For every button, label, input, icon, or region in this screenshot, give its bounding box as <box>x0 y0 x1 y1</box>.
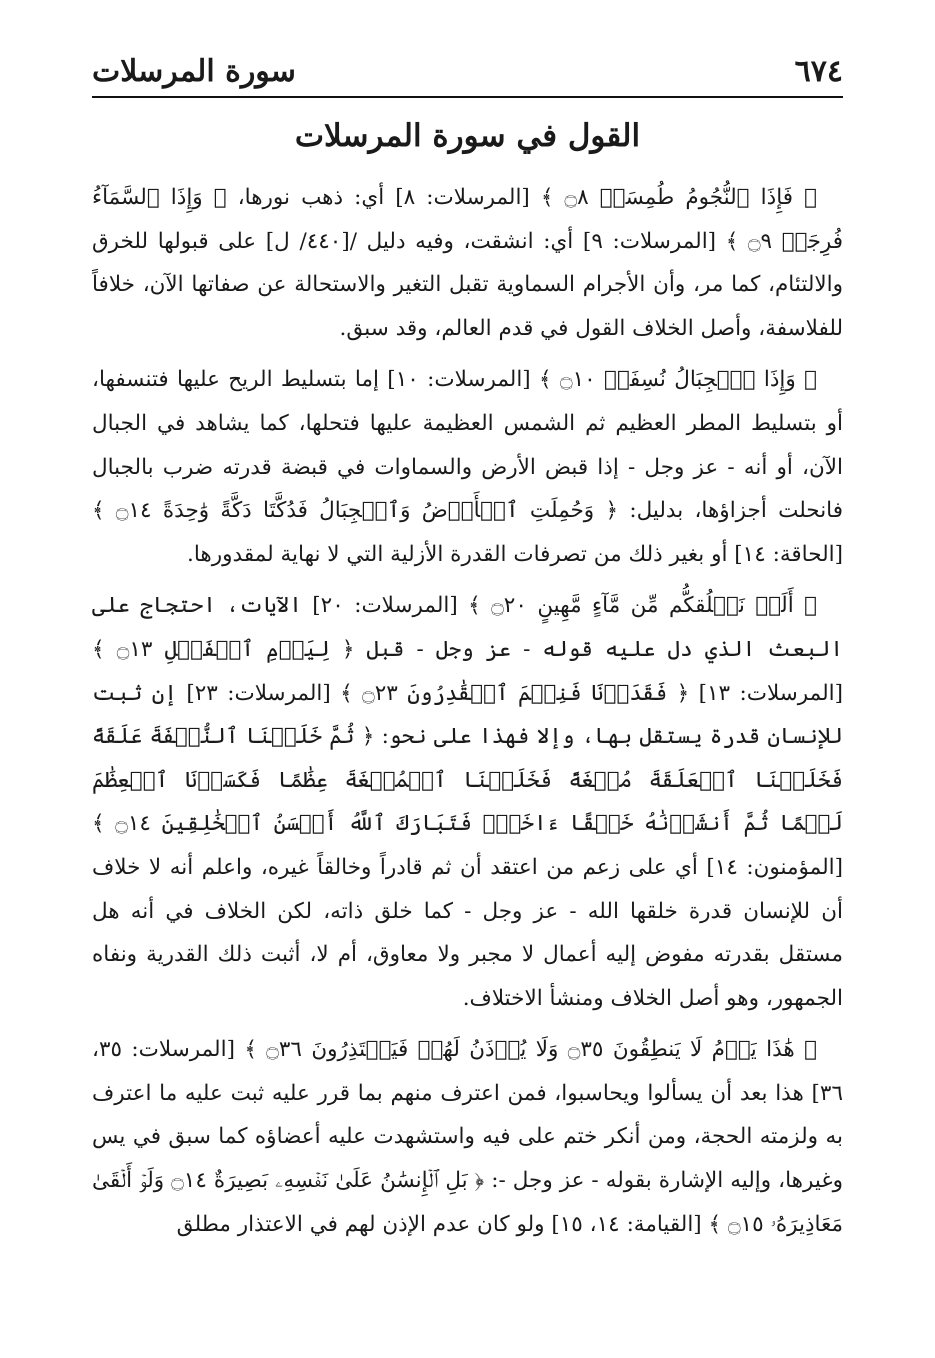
paragraph: ﴿ أَلَمۡ نَخۡلُقكُّم مِّن مَّآءٍ مَّهِينٍ ۝٢٠ ﴾ [المرسلات: ٢٠] الآيات، احتجاج على البعث الذي دل عليه قوله - عز وجل - قبل ﴿ لِيَوۡمِ ٱلۡفَصۡلِ ۝١٣ ﴾ [المرسلات: ١٣] ﴿ فَقَدَرۡنَا فَنِعۡمَ ٱلۡقَٰدِرُونَ ۝٢٣ ﴾ [المرسلات: ٢٣] إن ثبت للإنسان قدرة يستقل بها، وإلا فهذا على نحو: ﴿ ثُمَّ خَلَقۡنَا ٱلنُّطۡفَةَ عَلَقَةً فَخَلَقۡنَا ٱلۡعَلَقَةَ مُضۡغَةً فَخَلَقۡنَا ٱلۡمُضۡغَةَ عِظَٰمًا فَكَسَوۡنَا ٱلۡعِظَٰمَ لَحۡمًا ثُمَّ أَنشَأۡنَٰهُ خَلۡقًا ءَاخَرَۚ فَتَبَارَكَ ٱللَّهُ أَحۡسَنُ ٱلۡخَٰلِقِينَ ۝١٤ ﴾ [المؤمنون: ١٤] أي على زعم من اعتقد أن ثم قادراً وخالقاً غيره، واعلم أنه لا خلاف أن للإنسان قدرة خلقها الله - عز وجل - كما خلق ذاته، لكن الخلاف في أنه هل مستقل بقدرته مفوض إليه أعمال لا مجبر ولا معاوق، أم لا، أثبت ذلك القدرية ونفاه الجمهور، وهو أصل الخلاف ومنشأ الاختلاف. <box>92 593 843 1011</box>
running-title: سورة المرسلات <box>92 54 296 89</box>
paragraph: ﴿ فَإِذَا ٱلنُّجُومُ طُمِسَتۡ ۝٨ ﴾ [المرسلات: ٨] أي: ذهب نورها، ﴿ وَإِذَا ٱلسَّمَآءُ فُرِجَتۡ ۝٩ ﴾ [المرسلات: ٩] أي: انشقت، وفيه دليل /[٤٤٠/ ل] على قبولها للخرق والالتئام، كما مر، وأن الأجرام السماوية تقبل التغير والاستحالة عن صفاتها الآن، خلافاً للفلاسفة، وأصل الخلاف القول في قدم العالم، وقد سبق. <box>92 185 843 341</box>
page-number: ٦٧٤ <box>794 54 843 89</box>
paragraph: ﴿ وَإِذَا ٱلۡجِبَالُ نُسِفَتۡ ۝١٠ ﴾ [المرسلات: ١٠] إما بتسليط الريح عليها فتنسفها، أو بتسليط المطر العظيم ثم الشمس العظيمة عليها فتحلها، كما يشاهد في الجبال الآن، أو أنه - عز وجل - إذا قبض الأرض والسماوات في قبضة قدرته ضرب بالجبال فانحلت أجزاؤها، بدليل: ﴿ وَحُمِلَتِ ٱلۡأَرۡضُ وَٱلۡجِبَالُ فَدُكَّتَا دَكَّةً وَٰحِدَةً ۝١٤ ﴾ [الحاقة: ١٤] أو بغير ذلك من تصرفات القدرة الأزلية التي لا نهاية لمقدورها. <box>92 367 844 567</box>
page-body <box>92 176 843 1254</box>
section-heading: القول في سورة المرسلات <box>294 118 641 154</box>
page-header <box>92 48 843 98</box>
paragraph: ﴿ هَٰذَا يَوۡمُ لَا يَنطِقُونَ ۝٣٥ وَلَا يُؤۡذَنُ لَهُمۡ فَيَعۡتَذِرُونَ ۝٣٦ ﴾ [المرسلات: ٣٥، ٣٦] هذا بعد أن يسألوا ويحاسبوا، فمن اعترف منهم بما قرر عليه ثبت عليه ما اعترف به ولزمته الحجة، ومن أنكر ختم على فيه واستشهدت عليه أعضاؤه كما سبق في يس وغيرها، وإليه الإشارة بقوله - عز وجل -: ﴿ بَلِ ٱلۡإِنسَٰنُ عَلَىٰ نَفۡسِهِۦ بَصِيرَةٌ ۝١٤ وَلَوۡ أَلۡقَىٰ مَعَاذِيرَهُۥ ۝١٥ ﴾ [القيامة: ١٤، ١٥] ولو كان عدم الإذن لهم في الاعتذار مطلق <box>92 1037 843 1237</box>
